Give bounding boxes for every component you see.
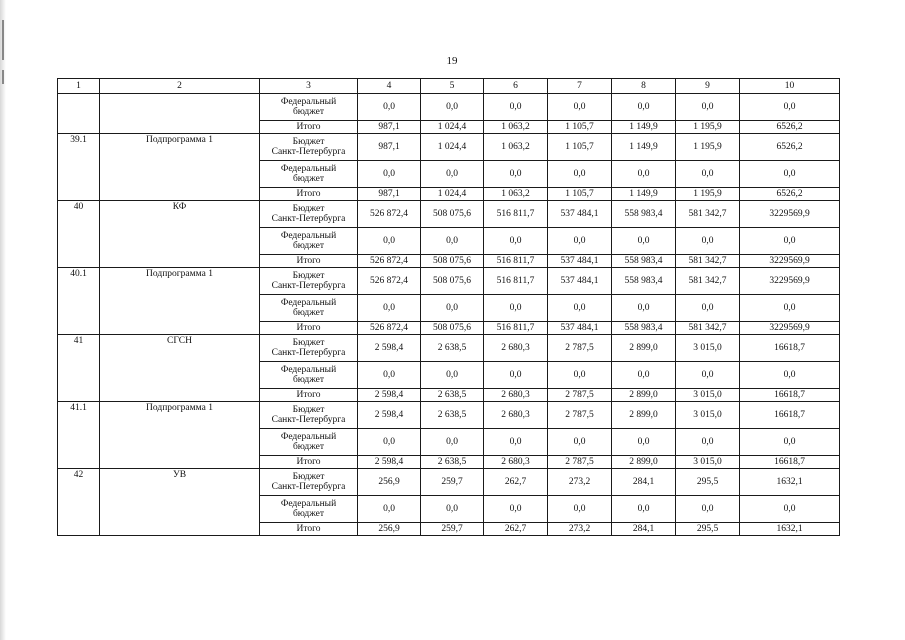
funding-source-cell <box>260 188 358 201</box>
year-value-cell: 0,0 <box>358 496 421 523</box>
funding-source-line: Итого <box>296 457 321 467</box>
total-value-cell: 16618,7 <box>740 389 840 402</box>
year-value-cell: 581 342,7 <box>676 201 740 228</box>
total-value-cell: 3229569,9 <box>740 201 840 228</box>
year-value-cell: 1 105,7 <box>548 188 612 201</box>
year-value-cell: 273,2 <box>548 523 612 536</box>
funding-source-cell <box>260 469 358 496</box>
program-name-cell: КФ <box>100 201 260 268</box>
year-value-cell: 2 787,5 <box>548 456 612 469</box>
year-value-cell: 256,9 <box>358 469 421 496</box>
row-number-cell: 40.1 <box>58 268 100 335</box>
page-number: 19 <box>446 55 458 67</box>
column-header: 7 <box>548 79 612 94</box>
funding-source-cell <box>260 335 358 362</box>
funding-source-cell <box>260 322 358 335</box>
funding-source-line: Федеральный <box>280 164 337 174</box>
year-value-cell: 508 075,6 <box>421 322 484 335</box>
year-value-cell: 0,0 <box>484 429 548 456</box>
funding-source-cell <box>260 161 358 188</box>
total-value-cell: 3229569,9 <box>740 255 840 268</box>
table-row <box>58 469 840 496</box>
column-header: 2 <box>100 79 260 94</box>
year-value-cell: 537 484,1 <box>548 255 612 268</box>
total-value-cell: 0,0 <box>740 94 840 121</box>
year-value-cell: 987,1 <box>358 188 421 201</box>
year-value-cell: 1 063,2 <box>484 188 548 201</box>
year-value-cell: 0,0 <box>676 295 740 322</box>
year-value-cell: 0,0 <box>612 295 676 322</box>
year-value-cell: 262,7 <box>484 469 548 496</box>
total-value-cell: 0,0 <box>740 228 840 255</box>
funding-source-line: Санкт-Петербурга <box>271 281 346 291</box>
year-value-cell: 0,0 <box>421 362 484 389</box>
year-value-cell: 2 598,4 <box>358 402 421 429</box>
column-header: 9 <box>676 79 740 94</box>
table-row <box>58 335 840 362</box>
funding-source-line: бюджет <box>292 308 325 318</box>
table-row <box>58 201 840 228</box>
year-value-cell: 581 342,7 <box>676 268 740 295</box>
funding-source-line: Федеральный <box>280 499 337 509</box>
year-value-cell: 0,0 <box>612 429 676 456</box>
year-value-cell: 284,1 <box>612 469 676 496</box>
year-value-cell: 2 598,4 <box>358 456 421 469</box>
year-value-cell: 0,0 <box>421 429 484 456</box>
year-value-cell: 295,5 <box>676 469 740 496</box>
year-value-cell: 1 195,9 <box>676 121 740 134</box>
year-value-cell: 0,0 <box>358 362 421 389</box>
header-row <box>58 79 840 94</box>
total-value-cell: 1632,1 <box>740 469 840 496</box>
year-value-cell: 1 024,4 <box>421 188 484 201</box>
year-value-cell: 0,0 <box>676 94 740 121</box>
column-header: 5 <box>421 79 484 94</box>
program-name-cell: СГСН <box>100 335 260 402</box>
year-value-cell: 0,0 <box>612 496 676 523</box>
year-value-cell: 558 983,4 <box>612 268 676 295</box>
year-value-cell: 558 983,4 <box>612 201 676 228</box>
funding-source-line: бюджет <box>292 375 325 385</box>
funding-source-cell <box>260 255 358 268</box>
year-value-cell: 3 015,0 <box>676 389 740 402</box>
year-value-cell: 0,0 <box>484 94 548 121</box>
funding-source-line: Санкт-Петербурга <box>271 147 346 157</box>
year-value-cell: 0,0 <box>676 429 740 456</box>
total-value-cell: 6526,2 <box>740 188 840 201</box>
row-number-cell <box>58 94 100 134</box>
column-header: 3 <box>260 79 358 94</box>
funding-source-line: Бюджет <box>292 137 325 147</box>
funding-source-cell <box>260 121 358 134</box>
row-number-cell: 40 <box>58 201 100 268</box>
year-value-cell: 0,0 <box>484 362 548 389</box>
funding-source-line: Федеральный <box>280 97 337 107</box>
year-value-cell: 0,0 <box>676 496 740 523</box>
year-value-cell: 3 015,0 <box>676 335 740 362</box>
program-name-cell: Подпрограмма 1 <box>100 402 260 469</box>
year-value-cell: 2 638,5 <box>421 389 484 402</box>
total-value-cell: 3229569,9 <box>740 268 840 295</box>
funding-source-cell <box>260 134 358 161</box>
year-value-cell: 0,0 <box>421 295 484 322</box>
year-value-cell: 516 811,7 <box>484 268 548 295</box>
funding-source-line: Санкт-Петербурга <box>271 348 346 358</box>
year-value-cell: 0,0 <box>484 496 548 523</box>
year-value-cell: 259,7 <box>421 469 484 496</box>
column-header: 6 <box>484 79 548 94</box>
total-value-cell: 16618,7 <box>740 335 840 362</box>
year-value-cell: 558 983,4 <box>612 322 676 335</box>
year-value-cell: 2 899,0 <box>612 335 676 362</box>
total-value-cell: 0,0 <box>740 429 840 456</box>
year-value-cell: 0,0 <box>676 362 740 389</box>
year-value-cell: 516 811,7 <box>484 255 548 268</box>
year-value-cell: 537 484,1 <box>548 201 612 228</box>
scan-edge <box>0 0 6 640</box>
column-header: 1 <box>58 79 100 94</box>
funding-source-cell <box>260 523 358 536</box>
row-number-cell: 41.1 <box>58 402 100 469</box>
year-value-cell: 526 872,4 <box>358 268 421 295</box>
funding-source-cell <box>260 496 358 523</box>
funding-source-line: Федеральный <box>280 298 337 308</box>
funding-source-line: Бюджет <box>292 405 325 415</box>
year-value-cell: 1 105,7 <box>548 134 612 161</box>
year-value-cell: 2 899,0 <box>612 389 676 402</box>
year-value-cell: 537 484,1 <box>548 322 612 335</box>
funding-source-line: бюджет <box>292 107 325 117</box>
year-value-cell: 0,0 <box>548 362 612 389</box>
year-value-cell: 516 811,7 <box>484 322 548 335</box>
year-value-cell: 1 195,9 <box>676 188 740 201</box>
year-value-cell: 2 787,5 <box>548 389 612 402</box>
funding-source-line: Бюджет <box>292 271 325 281</box>
year-value-cell: 0,0 <box>612 94 676 121</box>
year-value-cell: 0,0 <box>358 94 421 121</box>
funding-source-cell <box>260 456 358 469</box>
year-value-cell: 273,2 <box>548 469 612 496</box>
year-value-cell: 1 063,2 <box>484 121 548 134</box>
year-value-cell: 0,0 <box>421 161 484 188</box>
row-number-cell: 42 <box>58 469 100 536</box>
funding-source-line: Итого <box>296 524 321 534</box>
year-value-cell: 1 149,9 <box>612 134 676 161</box>
year-value-cell: 2 638,5 <box>421 402 484 429</box>
funding-source-line: Федеральный <box>280 432 337 442</box>
year-value-cell: 0,0 <box>612 228 676 255</box>
funding-source-cell <box>260 389 358 402</box>
funding-source-line: Санкт-Петербурга <box>271 214 346 224</box>
year-value-cell: 0,0 <box>548 295 612 322</box>
year-value-cell: 3 015,0 <box>676 402 740 429</box>
funding-source-cell <box>260 362 358 389</box>
year-value-cell: 262,7 <box>484 523 548 536</box>
year-value-cell: 0,0 <box>676 228 740 255</box>
year-value-cell: 2 787,5 <box>548 335 612 362</box>
row-number-cell: 41 <box>58 335 100 402</box>
funding-source-line: Итого <box>296 189 321 199</box>
year-value-cell: 1 149,9 <box>612 188 676 201</box>
year-value-cell: 508 075,6 <box>421 201 484 228</box>
table-row <box>58 134 840 161</box>
year-value-cell: 581 342,7 <box>676 255 740 268</box>
funding-source-line: Санкт-Петербурга <box>271 415 346 425</box>
year-value-cell: 2 680,3 <box>484 402 548 429</box>
funding-source-cell <box>260 295 358 322</box>
year-value-cell: 0,0 <box>358 161 421 188</box>
total-value-cell: 6526,2 <box>740 121 840 134</box>
funding-source-line: бюджет <box>292 442 325 452</box>
year-value-cell: 0,0 <box>612 161 676 188</box>
funding-source-line: Бюджет <box>292 338 325 348</box>
year-value-cell: 0,0 <box>612 362 676 389</box>
year-value-cell: 284,1 <box>612 523 676 536</box>
year-value-cell: 581 342,7 <box>676 322 740 335</box>
funding-source-line: Бюджет <box>292 472 325 482</box>
year-value-cell: 2 598,4 <box>358 389 421 402</box>
budget-table <box>57 78 840 536</box>
scan-mark <box>2 20 4 60</box>
year-value-cell: 537 484,1 <box>548 268 612 295</box>
year-value-cell: 0,0 <box>676 161 740 188</box>
table-row <box>58 94 840 121</box>
year-value-cell: 1 063,2 <box>484 134 548 161</box>
year-value-cell: 987,1 <box>358 134 421 161</box>
year-value-cell: 2 899,0 <box>612 456 676 469</box>
funding-source-line: Федеральный <box>280 365 337 375</box>
year-value-cell: 2 598,4 <box>358 335 421 362</box>
year-value-cell: 0,0 <box>421 94 484 121</box>
total-value-cell: 0,0 <box>740 496 840 523</box>
year-value-cell: 2 787,5 <box>548 402 612 429</box>
program-name-cell: УВ <box>100 469 260 536</box>
total-value-cell: 6526,2 <box>740 134 840 161</box>
year-value-cell: 0,0 <box>548 94 612 121</box>
funding-source-cell <box>260 94 358 121</box>
program-name-cell: Подпрограмма 1 <box>100 268 260 335</box>
total-value-cell: 16618,7 <box>740 456 840 469</box>
year-value-cell: 259,7 <box>421 523 484 536</box>
year-value-cell: 0,0 <box>484 228 548 255</box>
scan-mark <box>2 70 4 84</box>
funding-source-line: Федеральный <box>280 231 337 241</box>
year-value-cell: 256,9 <box>358 523 421 536</box>
funding-source-cell <box>260 201 358 228</box>
total-value-cell: 16618,7 <box>740 402 840 429</box>
program-name-cell <box>100 94 260 134</box>
year-value-cell: 0,0 <box>421 228 484 255</box>
year-value-cell: 295,5 <box>676 523 740 536</box>
funding-source-line: Итого <box>296 256 321 266</box>
year-value-cell: 508 075,6 <box>421 268 484 295</box>
total-value-cell: 0,0 <box>740 295 840 322</box>
year-value-cell: 0,0 <box>484 161 548 188</box>
funding-source-line: Бюджет <box>292 204 325 214</box>
funding-source-cell <box>260 228 358 255</box>
year-value-cell: 0,0 <box>358 228 421 255</box>
year-value-cell: 558 983,4 <box>612 255 676 268</box>
table-row <box>58 268 840 295</box>
year-value-cell: 526 872,4 <box>358 201 421 228</box>
column-header: 4 <box>358 79 421 94</box>
funding-source-line: Санкт-Петербурга <box>271 482 346 492</box>
year-value-cell: 2 638,5 <box>421 335 484 362</box>
total-value-cell: 3229569,9 <box>740 322 840 335</box>
funding-source-cell <box>260 402 358 429</box>
year-value-cell: 2 680,3 <box>484 456 548 469</box>
year-value-cell: 2 899,0 <box>612 402 676 429</box>
year-value-cell: 0,0 <box>548 161 612 188</box>
total-value-cell: 1632,1 <box>740 523 840 536</box>
funding-source-line: бюджет <box>292 509 325 519</box>
year-value-cell: 0,0 <box>548 228 612 255</box>
total-value-cell: 0,0 <box>740 362 840 389</box>
year-value-cell: 526 872,4 <box>358 322 421 335</box>
funding-source-cell <box>260 429 358 456</box>
year-value-cell: 1 149,9 <box>612 121 676 134</box>
funding-source-line: бюджет <box>292 241 325 251</box>
year-value-cell: 0,0 <box>484 295 548 322</box>
year-value-cell: 0,0 <box>358 429 421 456</box>
funding-source-line: бюджет <box>292 174 325 184</box>
funding-source-line: Итого <box>296 390 321 400</box>
year-value-cell: 508 075,6 <box>421 255 484 268</box>
funding-source-line: Итого <box>296 122 321 132</box>
year-value-cell: 0,0 <box>548 496 612 523</box>
year-value-cell: 2 680,3 <box>484 335 548 362</box>
column-header: 10 <box>740 79 840 94</box>
year-value-cell: 1 024,4 <box>421 134 484 161</box>
year-value-cell: 1 105,7 <box>548 121 612 134</box>
year-value-cell: 2 680,3 <box>484 389 548 402</box>
funding-source-line: Итого <box>296 323 321 333</box>
year-value-cell: 1 024,4 <box>421 121 484 134</box>
year-value-cell: 0,0 <box>421 496 484 523</box>
year-value-cell: 3 015,0 <box>676 456 740 469</box>
year-value-cell: 987,1 <box>358 121 421 134</box>
funding-source-cell <box>260 268 358 295</box>
column-header: 8 <box>612 79 676 94</box>
program-name-cell: Подпрограмма 1 <box>100 134 260 201</box>
table-row <box>58 402 840 429</box>
year-value-cell: 0,0 <box>358 295 421 322</box>
year-value-cell: 516 811,7 <box>484 201 548 228</box>
year-value-cell: 0,0 <box>548 429 612 456</box>
row-number-cell: 39.1 <box>58 134 100 201</box>
year-value-cell: 1 195,9 <box>676 134 740 161</box>
total-value-cell: 0,0 <box>740 161 840 188</box>
year-value-cell: 2 638,5 <box>421 456 484 469</box>
year-value-cell: 526 872,4 <box>358 255 421 268</box>
